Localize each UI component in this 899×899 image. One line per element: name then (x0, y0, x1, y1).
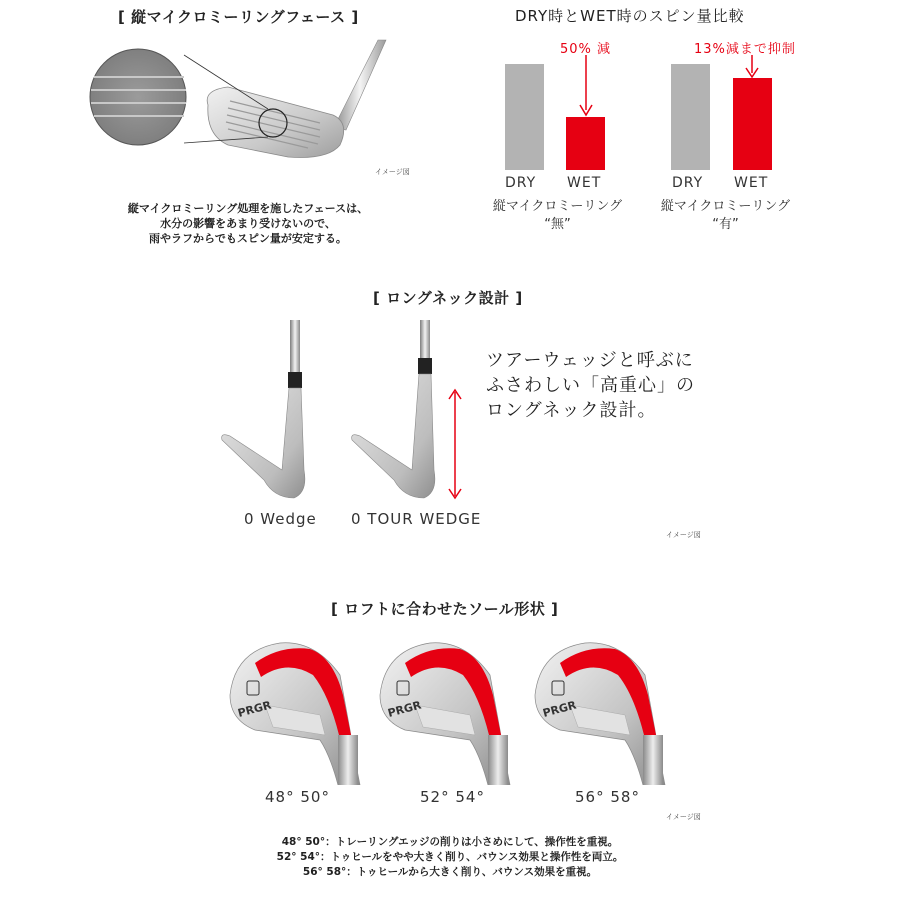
sole-note-1: 48° 50°：トレーリングエッジの削りは小さめにして、操作性を重視。 (281, 836, 619, 848)
sole-wedges-illustration (225, 635, 685, 785)
group1-dry-label: DRY (505, 175, 537, 191)
sole-heading: [ ロフトに合わせたソール形状 ] (331, 600, 559, 618)
neck-blurb-line-2: ふさわしい「高重心」の (486, 375, 695, 396)
sole-notes (150, 835, 750, 880)
neck-blurb-line-1: ツアーウェッジと呼ぶに (486, 350, 694, 371)
group2-label-line-1: 縦マイクロミーリング (660, 199, 791, 214)
milling-face-illustration (88, 35, 408, 170)
face-caption-line-1: 縦マイクロミーリング処理を施したフェースは、 (127, 202, 369, 215)
group2-label-line-2: “有” (712, 217, 739, 232)
group1-label-line-2: “無” (544, 217, 571, 232)
neck-heading: [ ロングネック設計 ] (373, 289, 523, 307)
group1-annotation: 50% 減 (560, 42, 612, 57)
neck-blurb-line-3: ロングネック設計。 (486, 400, 657, 421)
sole-image-note: イメージ図 (666, 813, 701, 821)
group2-wet-label: WET (734, 175, 769, 191)
group2-dry-label: DRY (672, 175, 704, 191)
spin-heading: DRY時とWET時のスピン量比較 (515, 7, 745, 25)
group2-annotation: 13%減まで抑制 (694, 42, 796, 57)
face-image-note: イメージ図 (375, 168, 410, 176)
club2-label: 0 TOUR WEDGE (351, 510, 482, 528)
group2-label (643, 198, 808, 234)
sole-note-3: 56° 58°：トゥヒールから大きく削り、バウンス効果を重視。 (302, 866, 598, 878)
face-caption-line-2: 水分の影響をあまり受けないので、 (160, 217, 336, 230)
group1-wet-label: WET (567, 175, 602, 191)
group1-down-arrow-icon (578, 55, 594, 117)
group1-dry-bar (505, 64, 544, 170)
face-heading: [ 縦マイクロミーリングフェース ] (118, 8, 359, 26)
neck-height-arrow-icon (446, 388, 464, 500)
group2-down-arrow-icon (744, 55, 760, 79)
group1-label-line-1: 縦マイクロミーリング (492, 199, 623, 214)
neck-image-note: イメージ図 (666, 531, 701, 539)
group2-dry-bar (671, 64, 710, 170)
loft-label-3: 56° 58° (575, 788, 640, 806)
loft-label-1: 48° 50° (265, 788, 330, 806)
wedge-comparison-illustration (212, 320, 452, 505)
face-caption (88, 201, 408, 246)
club1-label: 0 Wedge (244, 510, 317, 528)
group2-wet-bar (733, 78, 772, 170)
face-caption-line-3: 雨やラフからでもスピン量が安定する。 (149, 232, 347, 245)
loft-label-2: 52° 54° (420, 788, 485, 806)
neck-blurb (486, 348, 695, 423)
group1-wet-bar (566, 117, 605, 170)
group1-label (475, 198, 640, 234)
sole-note-2: 52° 54°：トゥヒールをやや大きく削り、バウンス効果と操作性を両立。 (276, 851, 624, 863)
